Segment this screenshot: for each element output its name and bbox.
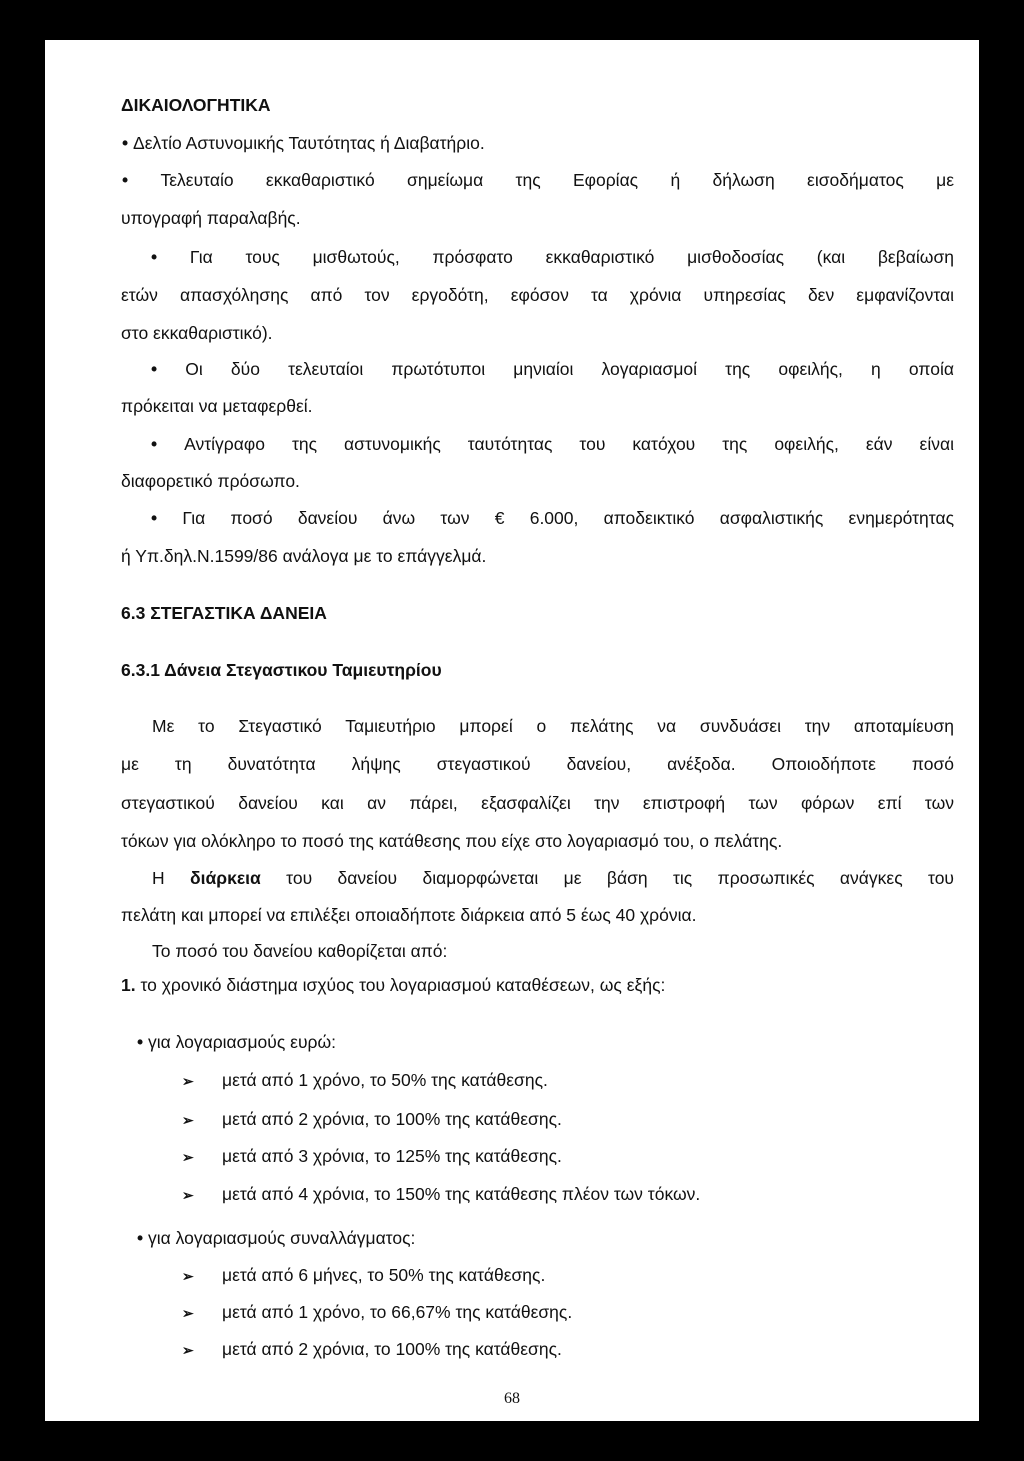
bullet-text: Οι δύο τελευταίοι πρωτότυποι μηνιαίοι λογαριασμοί της οφειλής, η οποία xyxy=(185,359,954,379)
arrow-bullet-icon: ➢ xyxy=(182,1112,194,1128)
paragraph-line: με τη δυνατότητα λήψης στεγαστικού δανείου, ανέξοδα. Οποιοδήποτε ποσό xyxy=(121,754,954,774)
bullet-text: Αντίγραφο της αστυνομικής ταυτότητας του κατόχου της οφειλής, εάν είναι xyxy=(184,434,954,454)
paragraph-line xyxy=(152,867,954,889)
paragraph-line: τόκων για ολόκληρο το ποσό της κατάθεσης που είχε στο λογαριασμό του, ο πελάτης. xyxy=(121,831,783,851)
bullet-text: Για ποσό δανείου άνω των € 6.000, αποδεικτικό ασφαλιστικής ενημερότητας xyxy=(182,508,954,528)
arrow-item xyxy=(182,1301,1015,1324)
arrow-bullet-icon: ➢ xyxy=(182,1073,194,1089)
arrow-item-text: μετά από 2 χρόνια, το 100% της κατάθεσης. xyxy=(222,1339,562,1359)
arrow-item-text: μετά από 3 χρόνια, το 125% της κατάθεσης. xyxy=(222,1146,562,1166)
emphasis-text: διάρκεια xyxy=(190,868,261,888)
bullet-text: για λογαριασμούς ευρώ: xyxy=(148,1032,336,1052)
arrow-item xyxy=(182,1338,1015,1361)
subsection-heading-6-3-1: 6.3.1 Δάνεια Στεγαστικου Ταμιευτηρίου xyxy=(121,660,442,680)
arrow-item-text: μετά από 1 χρόνο, το 50% της κατάθεσης. xyxy=(222,1070,548,1090)
arrow-item xyxy=(182,1069,1015,1092)
document-sheet xyxy=(45,40,979,1421)
arrow-bullet-icon: ➢ xyxy=(182,1305,194,1321)
bullet-text-cont: στο εκκαθαριστικό). xyxy=(121,323,273,343)
arrow-item xyxy=(182,1145,1015,1168)
bullet-item: • Αντίγραφο της αστυνομικής ταυτότητας του κατόχου της οφειλής, εάν είναι xyxy=(151,434,954,454)
bullet-text: Δελτίο Αστυνομικής Ταυτότητας ή Διαβατήριο. xyxy=(133,133,485,153)
bullet-item: • Για τους μισθωτούς, πρόσφατο εκκαθαριστικό μισθοδοσίας (και βεβαίωση xyxy=(151,247,954,267)
bullet-text: Τελευταίο εκκαθαριστικό σημείωμα της Εφορίας ή δήλωση εισοδήματος με xyxy=(160,170,955,190)
bullet-item: • Για ποσό δανείου άνω των € 6.000, αποδεικτικό ασφαλιστικής ενημερότητας xyxy=(151,508,954,528)
arrow-item-text: μετά από 1 χρόνο, το 66,67% της κατάθεσης. xyxy=(222,1302,573,1322)
arrow-bullet-icon: ➢ xyxy=(182,1342,194,1358)
numbered-item xyxy=(121,974,954,996)
arrow-item-text: μετά από 4 χρόνια, το 150% της κατάθεσης πλέον των τόκων. xyxy=(222,1184,701,1204)
paragraph-line: στεγαστικού δανείου και αν πάρει, εξασφαλίζει την επιστροφή των φόρων επί των xyxy=(121,793,954,813)
paragraph-line: Το ποσό του δανείου καθορίζεται από: xyxy=(152,941,448,961)
item-number: 1. xyxy=(121,975,136,995)
bullet-item: • Τελευταίο εκκαθαριστικό σημείωμα της Εφορίας ή δήλωση εισοδήματος με xyxy=(122,170,955,190)
arrow-item xyxy=(182,1264,1015,1287)
text-run: του δανείου διαμορφώνεται με βάση τις προσωπικές ανάγκες του xyxy=(260,868,955,888)
bullet-text: Για τους μισθωτούς, πρόσφατο εκκαθαριστικό μισθοδοσίας (και βεβαίωση xyxy=(189,247,954,267)
bullet-text-cont: πρόκειται να μεταφερθεί. xyxy=(121,396,313,416)
item-text: το χρονικό διάστημα ισχύος του λογαριασμού καταθέσεων, ως εξής: xyxy=(135,975,666,995)
section-heading-6-3: 6.3 ΣΤΕΓΑΣΤΙΚΑ ΔΑΝΕΙΑ xyxy=(121,603,327,623)
bullet-item: • Οι δύο τελευταίοι πρωτότυποι μηνιαίοι λογαριασμοί της οφειλής, η οποία xyxy=(151,359,954,379)
arrow-bullet-icon: ➢ xyxy=(182,1268,194,1284)
arrow-bullet-icon: ➢ xyxy=(182,1149,194,1165)
paragraph-line: Με το Στεγαστικό Ταμιευτήριο μπορεί ο πελάτης να συνδυάσει την αποταμίευση xyxy=(152,716,954,736)
bullet-item: • Δελτίο Αστυνομικής Ταυτότητας ή Διαβατήριο. xyxy=(122,133,485,153)
page-number: 68 xyxy=(504,1390,520,1407)
paragraph-line: πελάτη και μπορεί να επιλέξει οποιαδήποτε διάρκεια από 5 έως 40 χρόνια. xyxy=(121,905,697,925)
bullet-text-cont: ετών απασχόλησης από τον εργοδότη, εφόσον τα χρόνια υπηρεσίας δεν εμφανίζονται xyxy=(121,285,954,305)
bullet-text-cont: υπογραφή παραλαβής. xyxy=(121,208,301,228)
arrow-item xyxy=(182,1183,1015,1206)
bullet-text: για λογαριασμούς συναλλάγματος: xyxy=(148,1228,416,1248)
bullet-item: • για λογαριασμούς συναλλάγματος: xyxy=(137,1228,416,1248)
arrow-item-text: μετά από 2 χρόνια, το 100% της κατάθεσης. xyxy=(222,1109,562,1129)
bullet-item: • για λογαριασμούς ευρώ: xyxy=(137,1032,336,1052)
text-run: Η xyxy=(152,868,191,888)
arrow-item xyxy=(182,1108,1015,1131)
arrow-bullet-icon: ➢ xyxy=(182,1187,194,1203)
arrow-item-text: μετά από 6 μήνες, το 50% της κατάθεσης. xyxy=(222,1265,546,1285)
bullet-text-cont: διαφορετικό πρόσωπο. xyxy=(121,471,300,491)
bullet-text-cont: ή Υπ.δηλ.Ν.1599/86 ανάλογα με το επάγγελμά. xyxy=(121,546,487,566)
heading-dikaiologitika: ΔΙΚΑΙΟΛΟΓΗΤΙΚΑ xyxy=(121,95,271,115)
